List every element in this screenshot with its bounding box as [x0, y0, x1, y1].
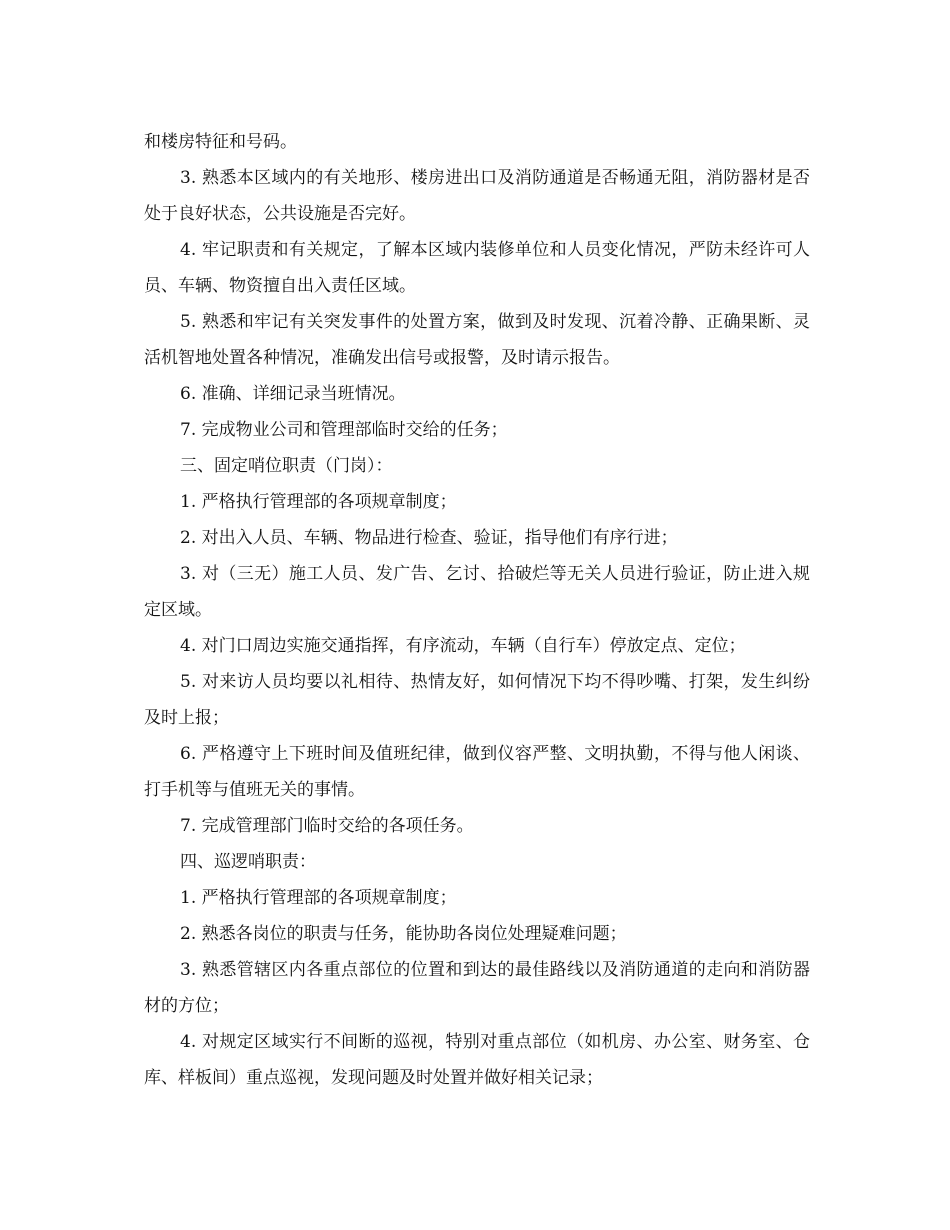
- paragraph: 7. 完成管理部门临时交给的各项任务。: [180, 816, 474, 836]
- paragraph: 6. 准确、详细记录当班情况。: [180, 384, 406, 404]
- paragraph: 三、固定哨位职责（门岗）：: [180, 456, 393, 476]
- paragraph: 1. 严格执行管理部的各项规章制度；: [180, 888, 457, 908]
- paragraph: 5. 对来访人员均要以礼相待、热情友好，如何情况下均不得吵嘴、打架，发生纠纷及时上报；: [144, 672, 810, 728]
- document-body: [144, 124, 810, 1096]
- paragraph: 4. 对规定区域实行不间断的巡视，特别对重点部位（如机房、办公室、财务室、仓库、样板间）重点巡视，发现问题及时处置并做好相关记录；: [144, 1032, 810, 1088]
- paragraph: 3. 对（三无）施工人员、发广告、乞讨、拾破烂等无关人员进行验证，防止进入规定区域。: [144, 564, 810, 620]
- paragraph: 4. 牢记职责和有关规定，了解本区域内装修单位和人员变化情况，严防未经许可人员、车辆、物资擅自出入责任区域。: [144, 240, 810, 296]
- paragraph: 7. 完成物业公司和管理部临时交给的任务；: [180, 420, 508, 440]
- paragraph: 6. 严格遵守上下班时间及值班纪律，做到仪容严整、文明执勤，不得与他人闲谈、打手机等与值班无关的事情。: [144, 744, 810, 800]
- paragraph: 3. 熟悉管辖区内各重点部位的位置和到达的最佳路线以及消防通道的走向和消防器材的方位；: [144, 960, 810, 1016]
- paragraph: 5. 熟悉和牢记有关突发事件的处置方案，做到及时发现、沉着冷静、正确果断、灵活机智地处置各种情况，准确发出信号或报警，及时请示报告。: [144, 312, 810, 368]
- paragraph: 4. 对门口周边实施交通指挥，有序流动，车辆（自行车）停放定点、定位；: [180, 636, 746, 656]
- paragraph: 3. 熟悉本区域内的有关地形、楼房进出口及消防通道是否畅通无阻，消防器材是否处于良好状态，公共设施是否完好。: [144, 168, 810, 224]
- paragraph: 和楼房特征和号码。: [144, 132, 297, 152]
- paragraph: 2. 熟悉各岗位的职责与任务，能协助各岗位处理疑难问题；: [180, 924, 627, 944]
- paragraph: 四、巡逻哨职责：: [180, 852, 316, 872]
- paragraph: 2. 对出入人员、车辆、物品进行检查、验证，指导他们有序行进；: [180, 528, 678, 548]
- paragraph: 1. 严格执行管理部的各项规章制度；: [180, 492, 457, 512]
